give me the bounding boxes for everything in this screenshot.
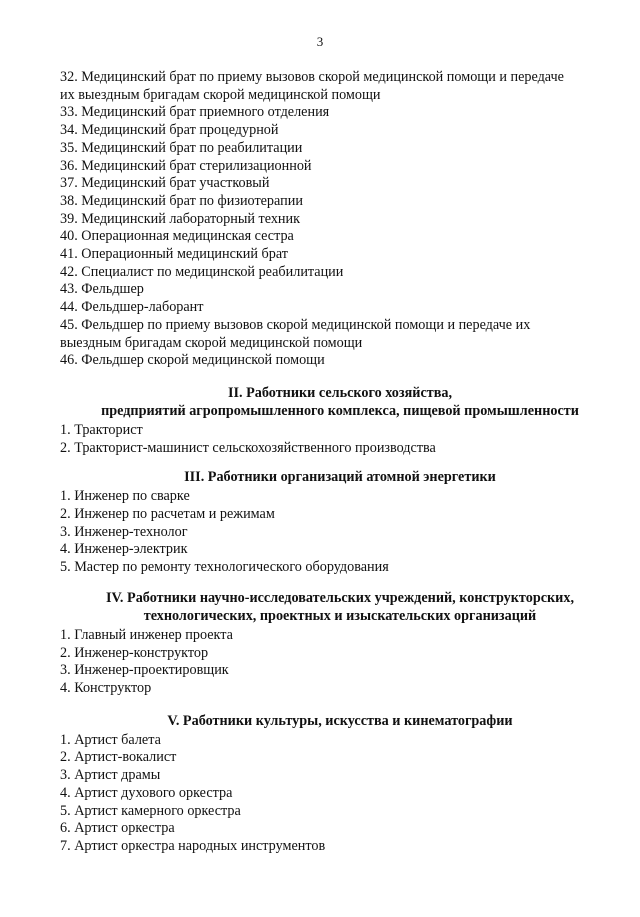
list-item: 3. Артист драмы [60, 767, 161, 784]
list-item: 37. Медицинский брат участковый [60, 175, 270, 192]
list-item: 46. Фельдшер скорой медицинской помощи [60, 352, 325, 369]
section-heading: предприятий агропромышленного комплекса, пищевой промышленности [101, 402, 579, 419]
list-item: 1. Тракторист [60, 421, 143, 438]
section-heading: IV. Работники научно-исследовательских учреждений, конструкторских, [106, 589, 574, 606]
list-item: 44. Фельдшер-лаборант [60, 299, 204, 316]
list-item [60, 69, 620, 104]
list-item: 35. Медицинский брат по реабилитации [60, 139, 303, 156]
list-item: 39. Медицинский лабораторный техник [60, 210, 300, 227]
list-item: 42. Специалист по медицинской реабилитации [60, 263, 344, 280]
section-heading: V. Работники культуры, искусства и кинематографии [167, 712, 513, 729]
list-item: 33. Медицинский брат приемного отделения [60, 104, 330, 121]
list-item: 43. Фельдшер [60, 281, 144, 298]
section-list [60, 627, 620, 698]
list-item: 36. Медицинский брат стерилизационной [60, 157, 312, 174]
list-item: 1. Главный инженер проекта [60, 626, 233, 643]
list-item: 2. Инженер по расчетам и режимам [60, 506, 275, 523]
list-item: 2. Инженер-конструктор [60, 644, 209, 661]
list-item: 7. Артист оркестра народных инструментов [60, 837, 326, 854]
list-item: 5. Мастер по ремонту технологического оборудования [60, 559, 389, 576]
list-item: 3. Инженер-проектировщик [60, 662, 229, 679]
section-agriculture [60, 384, 620, 457]
list-item: 1. Инженер по сварке [60, 488, 190, 505]
section-culture-arts [60, 712, 620, 856]
list-item: 2. Артист-вокалист [60, 749, 177, 766]
section-heading: технологических, проектных и изыскательских организаций [143, 607, 537, 624]
section-heading: II. Работники сельского хозяйства, [227, 384, 453, 401]
section-list [60, 422, 620, 457]
list-item: 4. Артист духового оркестра [60, 784, 233, 801]
list-item: 2. Тракторист-машинист сельскохозяйственного производства [60, 439, 436, 456]
list-item: 38. Медицинский брат по физиотерапии [60, 192, 303, 209]
list-item: 4. Конструктор [60, 679, 152, 696]
page-number: 3 [316, 34, 324, 49]
list-item: 4. Инженер-электрик [60, 541, 188, 558]
list-item [60, 317, 620, 352]
section-list [60, 488, 620, 577]
list-item-line: 32. Медицинский брат по приему вызовов скорой медицинской помощи и передаче [60, 69, 564, 85]
section-list [60, 732, 620, 856]
list-item: 1. Артист балета [60, 731, 161, 748]
list-item: 34. Медицинский брат процедурной [60, 122, 279, 139]
section-heading: III. Работники организаций атомной энергетики [184, 469, 496, 486]
list-item: 5. Артист камерного оркестра [60, 802, 241, 819]
list-item-line: их выездным бригадам скорой медицинской помощи [60, 86, 381, 103]
section-nuclear-energy [60, 468, 620, 577]
list-item-line: выездным бригадам скорой медицинской помощи [60, 334, 363, 351]
list-item: 41. Операционный медицинский брат [60, 246, 288, 263]
list-item-line: 45. Фельдшер по приему вызовов скорой медицинской помощи и передаче их [60, 316, 531, 333]
list-item: 3. Инженер-технолог [60, 523, 188, 540]
medical-list [60, 69, 620, 370]
document-body [60, 69, 620, 856]
list-item: 6. Артист оркестра [60, 820, 175, 837]
section-research-institutions [60, 589, 620, 698]
list-item: 40. Операционная медицинская сестра [60, 228, 294, 245]
